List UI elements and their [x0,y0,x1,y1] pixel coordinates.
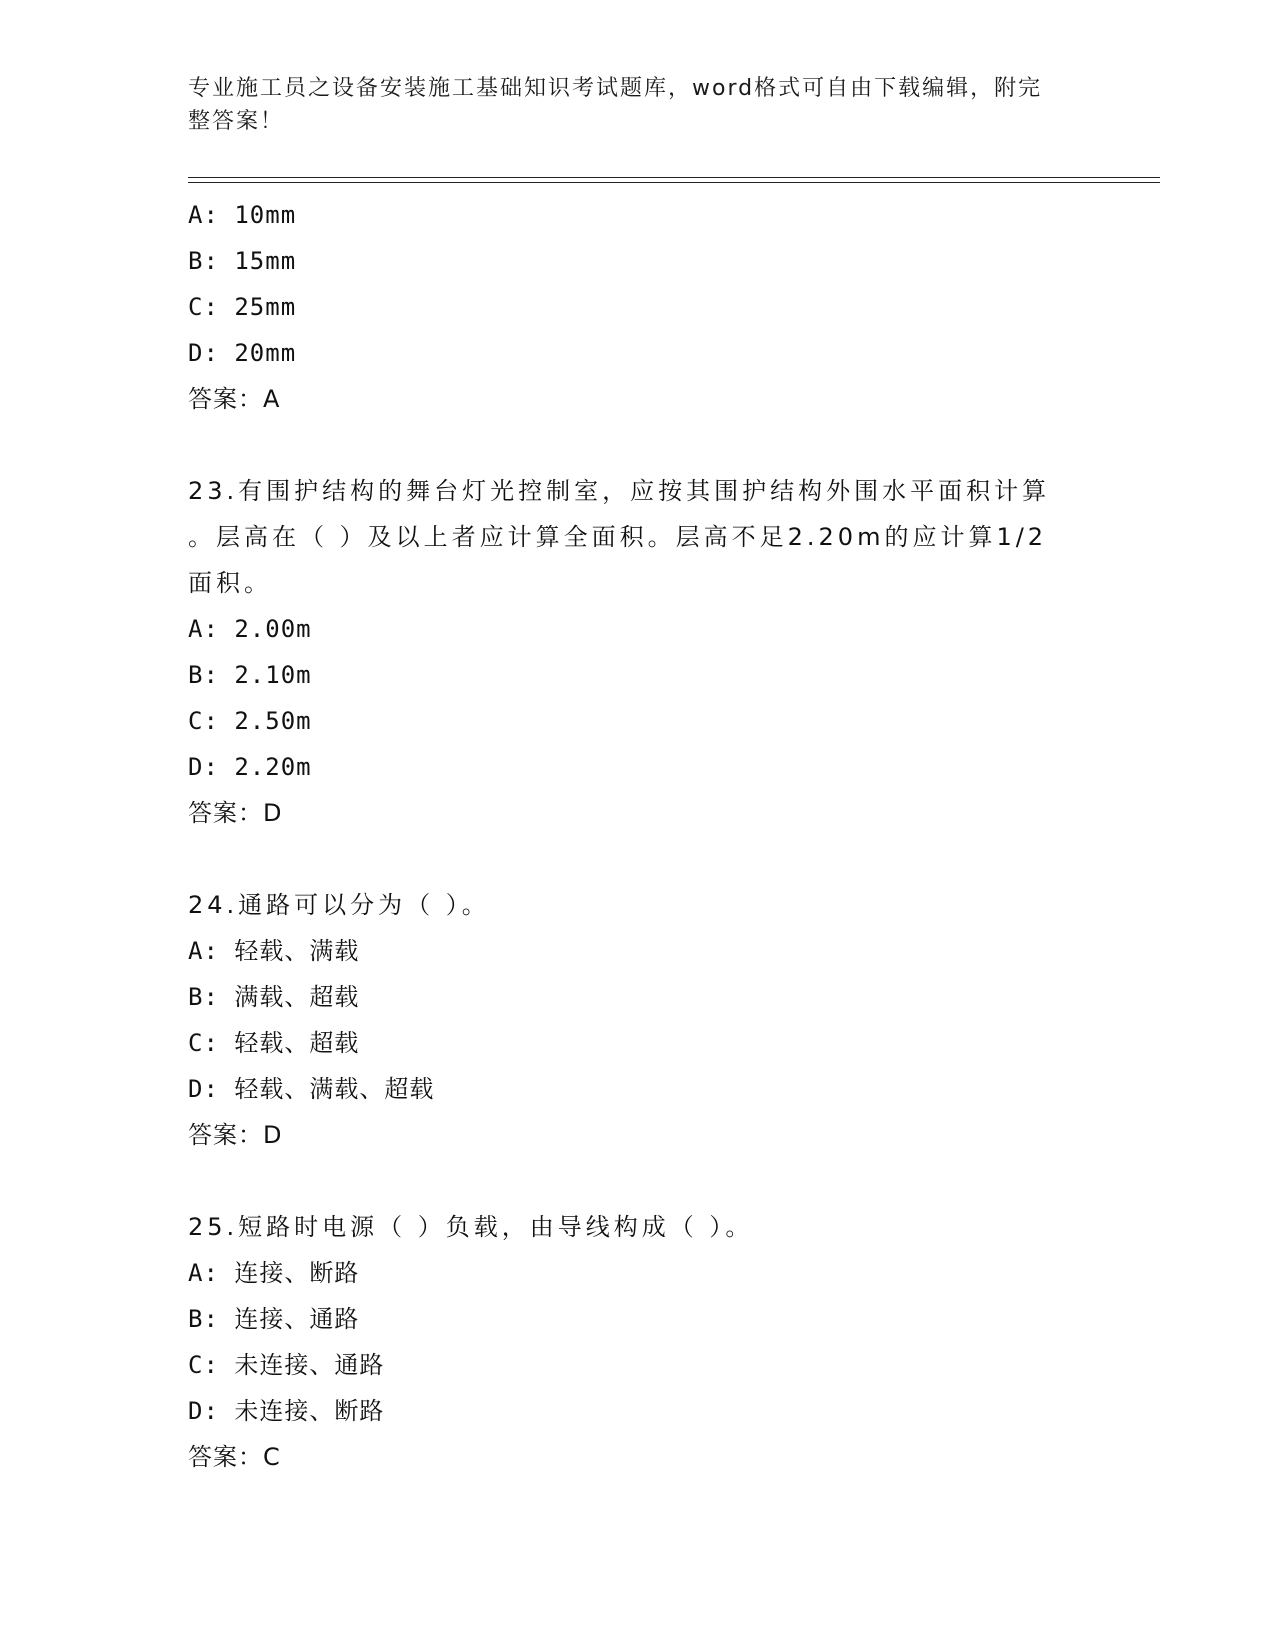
question-stem-line: 25.短路时电源（ ）负载，由导线构成（ ）。 [188,1213,754,1241]
option-c: C: 2.50m [188,707,312,735]
spacer [188,836,1088,882]
question-22-continued [188,192,1088,422]
header-line-2: 整答案！ [188,109,285,134]
question-stem-line: 。层高在（ ）及以上者应计算全面积。层高不足2.20m的应计算1/2 [188,523,1048,551]
question-stem-line: 24.通路可以分为（ ）。 [188,891,490,919]
question-list [188,192,1088,1480]
option-b: B: 满载、超载 [188,983,360,1011]
answer-line: 答案：C [188,1443,281,1471]
answer-line: 答案：D [188,1121,283,1149]
option-a: A: 2.00m [188,615,312,643]
header-line-1: 专业施工员之设备安装施工基础知识考试题库，word格式可自由下载编辑，附完 [188,76,1043,101]
question-23 [188,468,1088,836]
option-a: A: 连接、断路 [188,1259,360,1287]
spacer [188,422,1088,468]
option-a: A: 轻载、满载 [188,937,360,965]
option-a: A: 10mm [188,201,297,229]
option-c: C: 未连接、通路 [188,1351,385,1379]
option-b: B: 连接、通路 [188,1305,360,1333]
header-divider-bottom [188,182,1160,183]
answer-line: 答案：A [188,385,281,413]
header-divider-top [188,177,1160,178]
option-b: B: 15mm [188,247,297,275]
option-d: D: 20mm [188,339,297,367]
option-d: D: 未连接、断路 [188,1397,385,1425]
option-c: C: 25mm [188,293,297,321]
option-b: B: 2.10m [188,661,312,689]
document-header [188,72,1068,138]
question-stem-line: 23.有围护结构的舞台灯光控制室，应按其围护结构外围水平面积计算 [188,477,1051,505]
option-d: D: 轻载、满载、超载 [188,1075,435,1103]
option-c: C: 轻载、超载 [188,1029,360,1057]
question-25 [188,1204,1088,1480]
question-24 [188,882,1088,1158]
answer-line: 答案：D [188,799,283,827]
spacer [188,1158,1088,1204]
option-d: D: 2.20m [188,753,312,781]
question-stem-line: 面积。 [188,569,272,597]
